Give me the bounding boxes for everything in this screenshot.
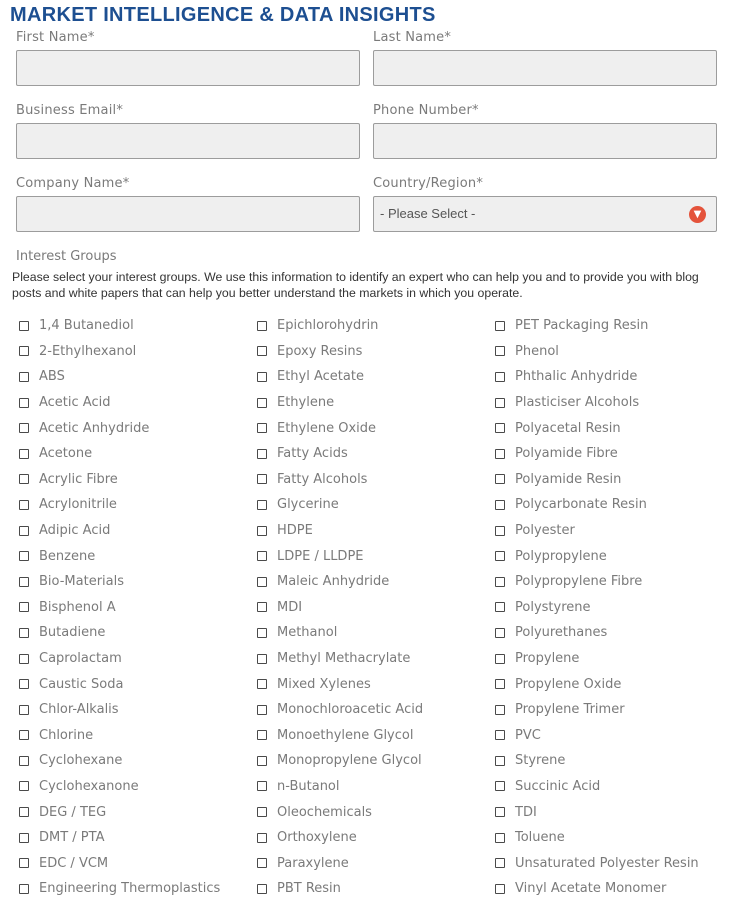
interest-option[interactable] xyxy=(495,825,732,851)
interest-groups-description: Please select your interest groups. We use this information to identify an expert who can help you and to provide you with blog posts and white papers that can help you better understand the markets in which you operate. xyxy=(12,270,699,300)
interest-option[interactable] xyxy=(19,339,257,365)
checkbox[interactable] xyxy=(257,602,267,612)
checkbox[interactable] xyxy=(495,730,505,740)
business-email-field[interactable] xyxy=(16,123,360,159)
phone-number-label: Phone Number* xyxy=(373,103,479,118)
interest-column-1 xyxy=(19,313,257,902)
interest-option[interactable] xyxy=(495,543,732,569)
checkbox[interactable] xyxy=(495,781,505,791)
interest-option[interactable] xyxy=(257,646,495,672)
interest-option-label: Bisphenol A xyxy=(39,599,116,615)
interest-option[interactable] xyxy=(257,671,495,697)
interest-option-label: n-Butanol xyxy=(277,778,340,794)
checkbox[interactable] xyxy=(19,654,29,664)
interest-option[interactable] xyxy=(19,492,257,518)
interest-option-label: Chlorine xyxy=(39,727,94,743)
interest-option-label: Ethylene Oxide xyxy=(277,420,377,436)
interest-option-label: Glycerine xyxy=(277,497,339,513)
interest-column-3 xyxy=(495,313,732,902)
interest-option-label: Polyamide Fibre xyxy=(515,446,618,462)
checkbox[interactable] xyxy=(19,500,29,510)
interest-option[interactable] xyxy=(495,313,732,339)
checkbox[interactable] xyxy=(495,474,505,484)
interest-option-label: Caustic Soda xyxy=(39,676,124,692)
first-name-label: First Name* xyxy=(16,30,95,45)
interest-option[interactable] xyxy=(495,697,732,723)
checkbox[interactable] xyxy=(495,833,505,843)
checkbox[interactable] xyxy=(257,679,267,689)
checkbox[interactable] xyxy=(257,807,267,817)
interest-option-label: PBT Resin xyxy=(277,881,341,897)
interest-option[interactable] xyxy=(19,774,257,800)
business-email-input[interactable] xyxy=(17,124,359,158)
checkbox[interactable] xyxy=(495,551,505,561)
interest-option-label: Succinic Acid xyxy=(515,778,601,794)
checkbox[interactable] xyxy=(19,526,29,536)
interest-option[interactable] xyxy=(495,876,732,902)
checkbox[interactable] xyxy=(257,474,267,484)
interest-option-label: 1,4 Butanediol xyxy=(39,318,134,334)
interest-option[interactable] xyxy=(19,748,257,774)
interest-option-label: Acrylic Fibre xyxy=(39,471,118,487)
interest-option[interactable] xyxy=(495,441,732,467)
interest-option[interactable] xyxy=(257,850,495,876)
interest-option-label: Acetic Acid xyxy=(39,395,111,411)
interest-option-label: 2-Ethylhexanol xyxy=(39,343,137,359)
interest-option-label: Polystyrene xyxy=(515,599,591,615)
interest-option[interactable] xyxy=(19,569,257,595)
interest-option[interactable] xyxy=(19,620,257,646)
checkbox[interactable] xyxy=(19,423,29,433)
checkbox[interactable] xyxy=(257,705,267,715)
interest-option-label: Benzene xyxy=(39,548,96,564)
country-select-value: - Please Select - xyxy=(380,206,476,221)
interest-option-label: Fatty Alcohols xyxy=(277,471,368,487)
interest-option[interactable] xyxy=(257,415,495,441)
checkbox[interactable] xyxy=(19,372,29,382)
company-name-field[interactable] xyxy=(16,196,360,232)
interest-option-label: Polycarbonate Resin xyxy=(515,497,647,513)
interest-option-label: PET Packaging Resin xyxy=(515,318,649,334)
interest-option-label: EDC / VCM xyxy=(39,855,109,871)
interest-option[interactable] xyxy=(257,595,495,621)
interest-option-label: Polyacetal Resin xyxy=(515,420,621,436)
checkbox[interactable] xyxy=(495,884,505,894)
interest-option-label: Methyl Methacrylate xyxy=(277,651,411,667)
checkbox[interactable] xyxy=(495,398,505,408)
checkbox[interactable] xyxy=(257,730,267,740)
interest-option[interactable] xyxy=(19,415,257,441)
interest-option[interactable] xyxy=(19,876,257,902)
checkbox[interactable] xyxy=(495,705,505,715)
checkbox[interactable] xyxy=(19,474,29,484)
checkbox[interactable] xyxy=(19,602,29,612)
interest-option[interactable] xyxy=(257,339,495,365)
interest-option[interactable] xyxy=(257,390,495,416)
checkbox[interactable] xyxy=(257,858,267,868)
country-region-select[interactable] xyxy=(373,196,717,232)
interest-option-label: DEG / TEG xyxy=(39,804,107,820)
interest-option-label: Ethylene xyxy=(277,395,335,411)
interest-option-label: Propylene xyxy=(515,651,580,667)
interest-option[interactable] xyxy=(257,441,495,467)
interest-option[interactable] xyxy=(19,697,257,723)
interest-option-label: Phthalic Anhydride xyxy=(515,369,638,385)
phone-number-field[interactable] xyxy=(373,123,717,159)
interest-option-label: TDI xyxy=(515,804,537,820)
interest-option-label: Paraxylene xyxy=(277,855,349,871)
interest-option[interactable] xyxy=(19,595,257,621)
checkbox[interactable] xyxy=(257,500,267,510)
checkbox[interactable] xyxy=(19,346,29,356)
interest-option[interactable] xyxy=(19,646,257,672)
interest-option-label: Propylene Trimer xyxy=(515,702,625,718)
interest-option-label: MDI xyxy=(277,599,303,615)
checkbox[interactable] xyxy=(257,884,267,894)
country-region-label: Country/Region* xyxy=(373,176,484,191)
checkbox[interactable] xyxy=(19,628,29,638)
interest-option[interactable] xyxy=(19,850,257,876)
interest-option-label: Cyclohexanone xyxy=(39,778,139,794)
company-name-label: Company Name* xyxy=(16,176,130,191)
checkbox[interactable] xyxy=(19,730,29,740)
interest-option-label: Acetic Anhydride xyxy=(39,420,150,436)
interest-option-label: Polyurethanes xyxy=(515,625,608,641)
checkbox[interactable] xyxy=(257,423,267,433)
interest-option-label: Fatty Acids xyxy=(277,446,348,462)
checkbox[interactable] xyxy=(19,756,29,766)
interest-option[interactable] xyxy=(495,492,732,518)
interest-option[interactable] xyxy=(257,825,495,851)
interest-option-label: DMT / PTA xyxy=(39,830,105,846)
interest-option[interactable] xyxy=(257,313,495,339)
interest-option-label: Acetone xyxy=(39,446,93,462)
interest-option[interactable] xyxy=(495,646,732,672)
checkbox[interactable] xyxy=(19,551,29,561)
interest-option[interactable] xyxy=(19,825,257,851)
checkbox[interactable] xyxy=(495,628,505,638)
interest-option-label: Methanol xyxy=(277,625,338,641)
interest-option[interactable] xyxy=(19,518,257,544)
checkbox[interactable] xyxy=(19,679,29,689)
checkbox[interactable] xyxy=(257,654,267,664)
checkbox[interactable] xyxy=(257,449,267,459)
interest-option[interactable] xyxy=(495,364,732,390)
interest-option[interactable] xyxy=(495,569,732,595)
interest-option-label: Bio-Materials xyxy=(39,574,125,590)
interest-option-label: Cyclohexane xyxy=(39,753,123,769)
interest-option[interactable] xyxy=(257,467,495,493)
interest-option[interactable] xyxy=(495,518,732,544)
interest-option-label: Epichlorohydrin xyxy=(277,318,379,334)
interest-option-label: LDPE / LLDPE xyxy=(277,548,364,564)
interest-option-label: Maleic Anhydride xyxy=(277,574,390,590)
interest-option-label: Ethyl Acetate xyxy=(277,369,364,385)
interest-option-label: PVC xyxy=(515,727,541,743)
interest-option[interactable] xyxy=(495,799,732,825)
business-email-label: Business Email* xyxy=(16,103,124,118)
interest-option-label: Polyamide Resin xyxy=(515,471,622,487)
interest-option-label: Adipic Acid xyxy=(39,523,111,539)
checkbox[interactable] xyxy=(495,602,505,612)
interest-groups-title: Interest Groups xyxy=(16,249,117,264)
interest-option[interactable] xyxy=(495,339,732,365)
interest-option-label: Caprolactam xyxy=(39,651,122,667)
interest-option-label: Styrene xyxy=(515,753,566,769)
interest-option[interactable] xyxy=(19,441,257,467)
interest-option-label: Unsaturated Polyester Resin xyxy=(515,855,699,871)
interest-option[interactable] xyxy=(257,723,495,749)
checkbox[interactable] xyxy=(495,577,505,587)
interest-option-label: Polypropylene Fibre xyxy=(515,574,643,590)
interest-option[interactable] xyxy=(495,671,732,697)
interest-option-label: Monopropylene Glycol xyxy=(277,753,422,769)
interest-option-label: Polypropylene xyxy=(515,548,607,564)
checkbox[interactable] xyxy=(19,781,29,791)
checkbox[interactable] xyxy=(19,884,29,894)
interest-option[interactable] xyxy=(257,364,495,390)
checkbox[interactable] xyxy=(19,321,29,331)
checkbox[interactable] xyxy=(257,346,267,356)
interest-option[interactable] xyxy=(19,723,257,749)
interest-option[interactable] xyxy=(257,697,495,723)
interest-option-label: Butadiene xyxy=(39,625,106,641)
checkbox[interactable] xyxy=(495,372,505,382)
interest-option[interactable] xyxy=(495,723,732,749)
checkbox[interactable] xyxy=(495,679,505,689)
interest-option-label: ABS xyxy=(39,369,65,385)
interest-option[interactable] xyxy=(495,595,732,621)
interest-option[interactable] xyxy=(19,799,257,825)
checkbox[interactable] xyxy=(19,858,29,868)
interest-option-label: Oleochemicals xyxy=(277,804,372,820)
checkbox[interactable] xyxy=(257,551,267,561)
interest-option-label: Monochloroacetic Acid xyxy=(277,702,424,718)
interest-option[interactable] xyxy=(19,390,257,416)
last-name-field[interactable] xyxy=(373,50,717,86)
interest-option-label: Orthoxylene xyxy=(277,830,357,846)
interest-option[interactable] xyxy=(495,467,732,493)
interest-option-label: Phenol xyxy=(515,343,559,359)
interest-option-label: Polyester xyxy=(515,523,575,539)
interest-option-label: Mixed Xylenes xyxy=(277,676,371,692)
interest-option-label: Acrylonitrile xyxy=(39,497,117,513)
interest-option[interactable] xyxy=(19,543,257,569)
interest-option[interactable] xyxy=(495,774,732,800)
interest-option-label: Plasticiser Alcohols xyxy=(515,395,640,411)
checkbox[interactable] xyxy=(257,372,267,382)
interest-option[interactable] xyxy=(495,850,732,876)
checkbox[interactable] xyxy=(495,423,505,433)
checkbox[interactable] xyxy=(495,756,505,766)
checkbox[interactable] xyxy=(19,705,29,715)
interest-option-label: Epoxy Resins xyxy=(277,343,363,359)
interest-option[interactable] xyxy=(495,390,732,416)
interest-option-label: Monoethylene Glycol xyxy=(277,727,414,743)
checkbox[interactable] xyxy=(19,833,29,843)
first-name-field[interactable] xyxy=(16,50,360,86)
interest-option[interactable] xyxy=(19,671,257,697)
last-name-label: Last Name* xyxy=(373,30,452,45)
interest-option[interactable] xyxy=(257,569,495,595)
checkbox[interactable] xyxy=(495,449,505,459)
interest-option[interactable] xyxy=(257,543,495,569)
checkbox[interactable] xyxy=(257,321,267,331)
interest-option[interactable] xyxy=(257,492,495,518)
interest-option-label: Propylene Oxide xyxy=(515,676,622,692)
checkbox[interactable] xyxy=(257,398,267,408)
checkbox[interactable] xyxy=(495,500,505,510)
interest-option[interactable] xyxy=(495,748,732,774)
last-name-input[interactable] xyxy=(374,51,716,85)
chevron-down-icon[interactable]: ▼ xyxy=(689,206,706,223)
checkbox[interactable] xyxy=(495,321,505,331)
interest-option[interactable] xyxy=(257,799,495,825)
form-title: MARKET INTELLIGENCE & DATA INSIGHTS xyxy=(10,4,436,26)
checkbox[interactable] xyxy=(19,449,29,459)
interest-option-label: Toluene xyxy=(515,830,565,846)
interest-column-2 xyxy=(257,313,495,902)
interest-option[interactable] xyxy=(257,620,495,646)
checkbox[interactable] xyxy=(257,577,267,587)
checkbox[interactable] xyxy=(257,833,267,843)
interest-option[interactable] xyxy=(19,364,257,390)
interest-option[interactable] xyxy=(19,313,257,339)
first-name-input[interactable] xyxy=(17,51,359,85)
interest-option-label: Chlor-Alkalis xyxy=(39,702,119,718)
checkbox[interactable] xyxy=(495,346,505,356)
interest-option[interactable] xyxy=(257,748,495,774)
interest-option[interactable] xyxy=(495,415,732,441)
checkbox[interactable] xyxy=(495,807,505,817)
checkbox[interactable] xyxy=(495,654,505,664)
interest-option-label: HDPE xyxy=(277,523,313,539)
company-name-input[interactable] xyxy=(17,197,359,231)
interest-option-label: Vinyl Acetate Monomer xyxy=(515,881,667,897)
checkbox[interactable] xyxy=(257,628,267,638)
interest-option[interactable] xyxy=(495,620,732,646)
checkbox[interactable] xyxy=(257,781,267,791)
interest-option[interactable] xyxy=(257,774,495,800)
interest-option[interactable] xyxy=(257,876,495,902)
checkbox[interactable] xyxy=(19,398,29,408)
interest-option-label: Engineering Thermoplastics xyxy=(39,881,221,897)
interest-option[interactable] xyxy=(19,467,257,493)
checkbox[interactable] xyxy=(257,756,267,766)
phone-number-input[interactable] xyxy=(374,124,716,158)
checkbox[interactable] xyxy=(257,526,267,536)
interest-option[interactable] xyxy=(257,518,495,544)
checkbox[interactable] xyxy=(19,807,29,817)
checkbox[interactable] xyxy=(19,577,29,587)
checkbox[interactable] xyxy=(495,526,505,536)
checkbox[interactable] xyxy=(495,858,505,868)
